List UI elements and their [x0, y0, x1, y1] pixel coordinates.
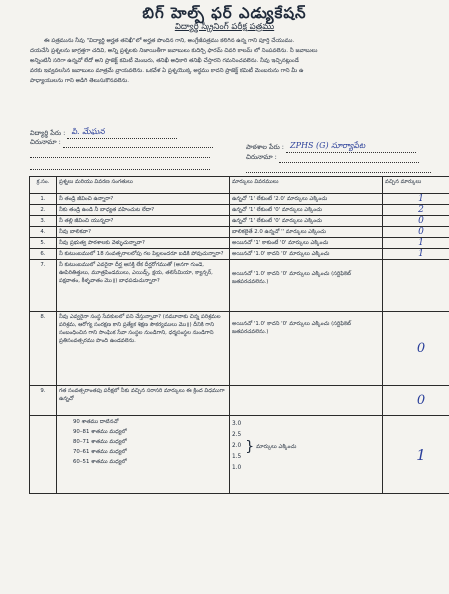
table-row	[30, 205, 449, 216]
grade-cutoff: 90 శాతము దాటినచో	[73, 419, 119, 425]
row-number: 6.	[30, 249, 57, 260]
instruction-line: అన్నింటినీ సరిగా ఉన్నవో లేదో అని ప్రాజెక్ట్ కమిటీ మెంబరు, తనిఖీ అధికారి తనిఖీ చేస్తారని గమనించవలెను. నీవు ఇచ్చినట్లుండే	[30, 58, 299, 64]
instruction-line: పాధ్యాయులను గాని అడిగి తెలుసుకొనవలెను.	[30, 78, 130, 84]
column-header-marks-obtained: వచ్చిన మార్కులు	[383, 177, 449, 194]
row-marks-rule: అయినచో '1.0' కాదని '0' మార్కులు ఎక్కించు	[230, 249, 383, 260]
grade-cutoff: 70–61 శాతము మధ్యలో	[73, 449, 127, 455]
column-header-sno: క్ర.సం.	[30, 177, 57, 194]
column-header-questions: ప్రశ్నలు మరియు వివరణ సంగతులు	[57, 177, 230, 194]
row-number: 8.	[30, 312, 57, 386]
row-score[interactable]: 0	[383, 312, 449, 386]
school-name-label: పాఠశాల పేరు	[246, 143, 280, 151]
table-row	[30, 216, 449, 227]
row-question: నీ కుటుంబములో ఎవరైనా దీర్ఘ ఆసక్తి లేక దీర్ఘరోగముతో (అనగా గుండె, ఊపిరితిత్తులు, మూత్రపిండములు, ఎయిడ్స్, క్షయ, తలిసేమియా, క్యాన్సర్, పక్షవాతం, కీళ్ళవాతం మొ॥) బాధపడుచున్నారా?	[57, 260, 230, 312]
grade-cutoffs	[57, 416, 230, 494]
address-left-field[interactable]: చిరునామా :	[30, 138, 213, 148]
row-question: నీ తల్లి జీవించి యున్నదా?	[57, 216, 230, 227]
table-row	[30, 386, 449, 416]
table-row	[30, 227, 449, 238]
row-marks-rule: అయినచో '1.0' కాదని '0' మార్కులు ఎక్కించు (సర్టిఫికెట్ జతపరచవలెను.)	[230, 312, 383, 386]
row-number: 3.	[30, 216, 57, 227]
student-name-field[interactable]: విద్యార్థి పేరు : పి. మేఘన	[30, 127, 177, 139]
row-score[interactable]: 2	[383, 205, 449, 216]
table-row	[30, 238, 449, 249]
row-marks-rule-empty	[230, 386, 383, 416]
form-subtitle: విద్యార్థి స్క్రీనింగ్ పరీక్ష పత్రము	[174, 22, 275, 32]
grade-marks-note: మార్కులు ఎక్కించు	[256, 443, 297, 450]
row-marks-rule: అయినచో '1.0' కాదని '0' మార్కులు ఎక్కించు (సర్టిఫికెట్ జతపరచవలెను.)	[230, 260, 383, 312]
grade-mark-value: 2.0	[232, 443, 242, 449]
column-header-marks-details: మార్కులు వివరములు	[230, 177, 383, 194]
grade-mark-value: 2.5	[232, 432, 242, 438]
row-number: 2.	[30, 205, 57, 216]
row-question: గత సంవత్సరాంతపు పరీక్షలో నీకు వచ్చిన సరాసరి మార్కులు ఈ క్రింద విధముగా ఉన్నచో	[57, 386, 230, 416]
row-marks-rule: ఉన్నచో '1' లేకుంటే '0' మార్కులు ఎక్కించు	[230, 205, 383, 216]
address-left-line2[interactable]	[30, 150, 210, 158]
student-name-label: విద్యార్థి పేరు	[30, 129, 62, 137]
row-score[interactable]	[383, 260, 449, 312]
row-question: నీవు ప్రభుత్వ పాఠశాలకు వెళ్ళుచున్నావా?	[57, 238, 230, 249]
screening-questions-table	[29, 176, 449, 494]
row-score[interactable]: 1	[383, 249, 449, 260]
school-name-field[interactable]: పాఠశాల పేరు : ZPHS (G) సూర్యాపేట	[246, 141, 416, 153]
table-row	[30, 312, 449, 386]
table-row-grade	[30, 416, 449, 494]
row-question: నీవు ఎవ్వరైనా సంస్థ సేవకులలో పని చేస్తున్నావా? (నమూనాకు చిన్న పరిశ్రమల పరిశ్రమ, ఆరోగ్య సంరక్షణ కాని ప్రత్యేక శిక్షణ సౌకర్యములు మొ॥) దీనికి గాని సంబంధించిన గాని సాంఘిక సేవా సంస్థల నుండిగాని, ధర్మసంస్థల నుండిగాని ప్రతిసంవత్సరము పొంది ఉండవలెను.	[57, 312, 230, 386]
address-right-field[interactable]: చిరునామా :	[246, 153, 419, 163]
row-marks-rule: అయినచో '1' కాకుంటే '0' మార్కులు ఎక్కించు	[230, 238, 383, 249]
instruction-line: ఈ పత్రమును నీవు "విద్యార్థి అర్హత తనిఖీ"లో అర్హత పొందిన గాని, అంగ్రేజీపత్రము కలిగిన ఉన్న గాని పూర్తి చేయుము.	[44, 38, 295, 44]
grade-mark-value: 1.5	[232, 454, 242, 460]
row-question: నీకు తండ్రి ఉండి నీ బాధ్యత వహించుట లేదా?	[57, 205, 230, 216]
address-left-label: చిరునామా	[30, 138, 57, 146]
row-marks-rule: ఉన్నచో '1' లేకుంటే '0' మార్కులు ఎక్కించు	[230, 216, 383, 227]
student-name-value: పి. మేఘన	[71, 127, 105, 136]
instructions-paragraph	[30, 36, 438, 86]
form-title: బిగ్ హెల్ప్ ఫర్ ఎడ్యుకేషన్	[142, 4, 307, 22]
row-score[interactable]: 0	[383, 216, 449, 227]
row-score[interactable]: 0	[383, 386, 449, 416]
address-left-line3[interactable]	[30, 162, 210, 170]
table-row	[30, 249, 449, 260]
grade-cutoff: 60–51 శాతము మధ్యలో	[73, 459, 127, 465]
row-question: నీ కుటుంబములో 18 సంవత్సరాలలోపు గల పిల్లలందరూ బడికి పోవుచున్నారా?	[57, 249, 230, 260]
grade-mark-value: 1.0	[232, 465, 242, 471]
table-row	[30, 194, 449, 205]
row-score[interactable]: 1	[383, 194, 449, 205]
grade-cutoff: 80–71 శాతము మధ్యలో	[73, 439, 127, 445]
row-score[interactable]: 1	[383, 238, 449, 249]
row-question: నీవు బాలికవా?	[57, 227, 230, 238]
row-number: 7.	[30, 260, 57, 312]
row-score[interactable]: 0	[383, 227, 449, 238]
school-name-value: ZPHS (G) సూర్యాపేట	[290, 141, 366, 150]
grade-mark-value: 3.0	[232, 421, 242, 427]
address-right-label: చిరునామా	[246, 153, 273, 161]
row-marks-rule: బాలికలైతే 2.0 ఉన్నచో '' మార్కులు ఎక్కించు	[230, 227, 383, 238]
row-number-empty	[30, 416, 57, 494]
instruction-line: దయచేసి ప్రశ్నలను జాగ్రత్తగా చదివి, అన్ని ప్రశ్నలకు నిజాయితీగా జవాబులు కుదిర్చి ఫారమ్ చివరి కాలమ్ లో నింపవలెను. నీ జవాబులు	[30, 48, 318, 54]
row-number: 9.	[30, 386, 57, 416]
instruction-line: వరకు ఇవ్వవలసిన జవాబులు మాత్రమే వ్రాయవలెను. ఒకవేళ ఏ ప్రశ్నయొక్క అర్థము కాదని ప్రాజెక్ట్ కమిటీ మెంబరును గాని మీ ఉ	[30, 68, 304, 74]
table-header-row	[30, 177, 449, 194]
row-number: 1.	[30, 194, 57, 205]
row-marks-rule: ఉన్నచో '1' లేకుంటే '2.0' మార్కులు ఎక్కించు	[230, 194, 383, 205]
address-right-line2[interactable]	[246, 165, 431, 173]
table-row	[30, 260, 449, 312]
row-question: నీ తండ్రి జీవించి ఉన్నారా?	[57, 194, 230, 205]
row-number: 4.	[30, 227, 57, 238]
grade-marks: 3.0 2.5 2.0 1.5 1.0 } మార్కులు ఎక్కించు	[230, 416, 383, 494]
row-number: 5.	[30, 238, 57, 249]
grade-score[interactable]: 1	[383, 416, 449, 494]
grade-cutoff: 90–81 శాతము మధ్యలో	[73, 429, 127, 435]
